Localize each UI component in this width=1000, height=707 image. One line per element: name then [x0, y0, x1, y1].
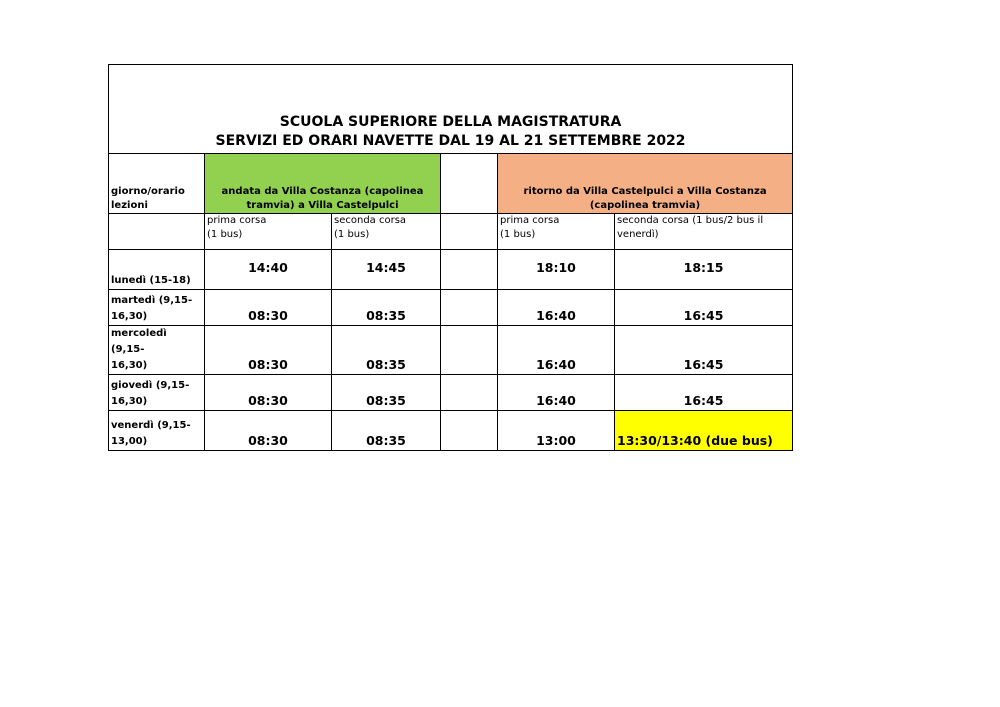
time-cell: 08:30 [205, 290, 332, 326]
spacer-cell [441, 214, 498, 250]
andata-prima-corsa [205, 214, 332, 250]
sub-label-line [617, 214, 790, 228]
time-cell: 16:40 [498, 326, 615, 375]
time-cell: 18:10 [498, 250, 615, 290]
time-cell: 08:35 [332, 375, 441, 411]
header-row [109, 154, 793, 214]
time-cell: 08:30 [205, 326, 332, 375]
time-cell: 13:00 [498, 411, 615, 451]
time-cell: 16:40 [498, 375, 615, 411]
day-cell [109, 326, 205, 375]
andata-seconda-corsa [332, 214, 441, 250]
day-label: martedì (9,15- [111, 295, 193, 306]
page-subtitle: SERVIZI ED ORARI NAVETTE DAL 19 AL 21 SETTEMBRE 2022 [215, 133, 686, 149]
sub-note: (1 bus) [500, 229, 536, 240]
title-cell [109, 65, 793, 154]
empty-cell [109, 214, 205, 250]
sub-label: seconda corsa [334, 215, 407, 226]
table-row [109, 375, 793, 411]
subheader-row [109, 214, 793, 250]
table-row [109, 290, 793, 326]
day-cell [109, 375, 205, 411]
day-hours: 16,30) [111, 360, 148, 371]
sub-label: prima corsa [500, 215, 560, 226]
time-cell: 08:30 [205, 375, 332, 411]
title-row [109, 65, 793, 154]
sub-label: prima corsa [207, 215, 267, 226]
day-hours: 16,30) [111, 396, 148, 407]
ritorno-prima-corsa [498, 214, 615, 250]
day-cell [109, 411, 205, 451]
spacer-cell [441, 411, 498, 451]
table-row [109, 250, 793, 290]
andata-header: andata da Villa Costanza (capolinea tramvia) a Villa Castelpulci [205, 154, 441, 214]
time-cell: 08:35 [332, 326, 441, 375]
time-cell: 16:40 [498, 290, 615, 326]
table-row [109, 326, 793, 375]
spacer-cell [441, 375, 498, 411]
ritorno-header: ritorno da Villa Castelpulci a Villa Costanza (capolinea tramvia) [498, 154, 793, 214]
time-cell: 16:45 [615, 375, 793, 411]
page-title: SCUOLA SUPERIORE DELLA MAGISTRATURA [279, 114, 622, 130]
day-hours: 13,00) [111, 436, 148, 447]
highlighted-time-cell: 13:30/13:40 (due bus) [615, 411, 793, 451]
time-cell: 14:45 [332, 250, 441, 290]
sub-note: (1 bus) [207, 229, 243, 240]
sub-note: (1 bus/2 bus il [692, 215, 764, 226]
time-cell: 16:45 [615, 290, 793, 326]
sub-note: (1 bus) [334, 229, 370, 240]
time-cell: 08:30 [205, 411, 332, 451]
day-cell: lunedì (15-18) [109, 250, 205, 290]
day-label: giovedì (9,15- [111, 380, 190, 391]
day-hours: 16,30) [111, 311, 148, 322]
day-cell [109, 290, 205, 326]
time-cell: 08:35 [332, 411, 441, 451]
day-header: giorno/orario lezioni [109, 154, 205, 214]
time-cell: 16:45 [615, 326, 793, 375]
sub-note: venerdì) [617, 229, 659, 240]
time-cell: 18:15 [615, 250, 793, 290]
spacer-cell [441, 290, 498, 326]
sub-label: seconda corsa [617, 215, 690, 226]
spacer-cell [441, 326, 498, 375]
spacer-cell [441, 250, 498, 290]
time-cell: 14:40 [205, 250, 332, 290]
ritorno-seconda-corsa [615, 214, 793, 250]
time-cell: 08:35 [332, 290, 441, 326]
spacer-cell [441, 154, 498, 214]
shuttle-schedule-table [108, 64, 793, 451]
day-label: venerdì (9,15- [111, 420, 191, 431]
table-row [109, 411, 793, 451]
day-label: mercoledì (9,15- [111, 328, 167, 355]
